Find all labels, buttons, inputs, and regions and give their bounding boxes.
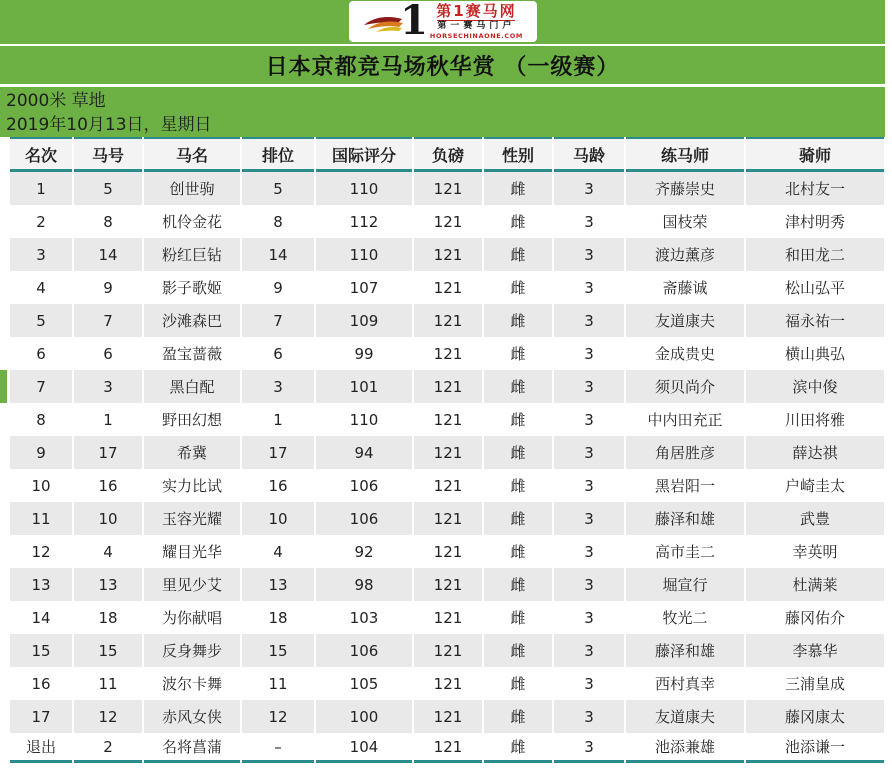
cell-jockey: 三浦皇成 xyxy=(746,667,884,700)
cell-rank: 9 xyxy=(10,436,72,469)
cell-horse-number: 13 xyxy=(74,568,142,601)
cell-intl-rating: 110 xyxy=(316,403,412,436)
cell-draw: 12 xyxy=(242,700,314,733)
cell-horse-number: 8 xyxy=(74,205,142,238)
cell-sex: 雌 xyxy=(484,370,552,403)
site-logo xyxy=(349,1,537,42)
cell-horse-name: 粉红巨钻 xyxy=(144,238,240,271)
cell-trainer: 国枝荣 xyxy=(626,205,744,238)
cell-rank: 7 xyxy=(10,370,72,403)
cell-rank: 15 xyxy=(10,634,72,667)
cell-sex: 雌 xyxy=(484,667,552,700)
cell-intl-rating: 100 xyxy=(316,700,412,733)
table-row xyxy=(10,271,884,304)
race-title: 日本京都竞马场秋华赏 （一级赛） xyxy=(265,54,620,80)
cell-jockey: 李慕华 xyxy=(746,634,884,667)
cell-rank: 16 xyxy=(10,667,72,700)
table-row xyxy=(10,436,884,469)
cell-jockey: 和田龙二 xyxy=(746,238,884,271)
cell-rank: 3 xyxy=(10,238,72,271)
cell-horse-name: 希冀 xyxy=(144,436,240,469)
col-header-draw: 排位 xyxy=(242,137,314,172)
logo-text-block xyxy=(429,1,523,40)
cell-trainer: 牧光二 xyxy=(626,601,744,634)
results-table xyxy=(8,137,886,763)
cell-intl-rating: 107 xyxy=(316,271,412,304)
cell-horse-name: 玉容光耀 xyxy=(144,502,240,535)
cell-weight: 121 xyxy=(414,436,482,469)
cell-trainer: 中内田充正 xyxy=(626,403,744,436)
cell-rank: 退出 xyxy=(10,733,72,763)
cell-intl-rating: 98 xyxy=(316,568,412,601)
col-header-jockey: 骑师 xyxy=(746,137,884,172)
cell-sex: 雌 xyxy=(484,304,552,337)
col-header-horse-name: 马名 xyxy=(144,137,240,172)
cell-draw: 3 xyxy=(242,370,314,403)
table-row xyxy=(10,403,884,436)
cell-age: 3 xyxy=(554,667,624,700)
cell-draw: 10 xyxy=(242,502,314,535)
cell-sex: 雌 xyxy=(484,172,552,205)
cell-age: 3 xyxy=(554,535,624,568)
cell-draw: 5 xyxy=(242,172,314,205)
cell-horse-number: 7 xyxy=(74,304,142,337)
cell-horse-number: 6 xyxy=(74,337,142,370)
race-distance-surface: 2000米 草地 xyxy=(6,91,106,111)
col-header-weight: 负磅 xyxy=(414,137,482,172)
cell-sex: 雌 xyxy=(484,337,552,370)
cell-horse-name: 黑白配 xyxy=(144,370,240,403)
cell-age: 3 xyxy=(554,205,624,238)
col-header-sex: 性别 xyxy=(484,137,552,172)
horse-head-swoosh-icon xyxy=(362,9,406,35)
table-row xyxy=(10,337,884,370)
cell-horse-name: 名将菖蒲 xyxy=(144,733,240,763)
cell-trainer: 黑岩阳一 xyxy=(626,469,744,502)
cell-horse-name: 沙滩森巴 xyxy=(144,304,240,337)
cell-draw: 18 xyxy=(242,601,314,634)
cell-weight: 121 xyxy=(414,634,482,667)
cell-age: 3 xyxy=(554,304,624,337)
cell-sex: 雌 xyxy=(484,733,552,763)
cell-draw: 11 xyxy=(242,667,314,700)
cell-jockey: 松山弘平 xyxy=(746,271,884,304)
table-row xyxy=(10,700,884,733)
table-row xyxy=(10,238,884,271)
cell-intl-rating: 110 xyxy=(316,172,412,205)
cell-horse-number: 14 xyxy=(74,238,142,271)
cell-horse-number: 2 xyxy=(74,733,142,763)
cell-draw: 8 xyxy=(242,205,314,238)
cell-draw: 9 xyxy=(242,271,314,304)
cell-intl-rating: 92 xyxy=(316,535,412,568)
race-info-band xyxy=(0,87,885,137)
cell-horse-name: 赤风女侠 xyxy=(144,700,240,733)
logo-subtitle: 第一赛马门户 xyxy=(437,21,516,32)
table-row xyxy=(10,733,884,763)
cell-trainer: 斋藤诚 xyxy=(626,271,744,304)
cell-horse-name: 里见少艾 xyxy=(144,568,240,601)
table-row xyxy=(10,172,884,205)
cell-draw: – xyxy=(242,733,314,763)
cell-age: 3 xyxy=(554,634,624,667)
cell-trainer: 藤泽和雄 xyxy=(626,502,744,535)
cell-trainer: 藤泽和雄 xyxy=(626,634,744,667)
cell-trainer: 渡边薰彦 xyxy=(626,238,744,271)
table-row xyxy=(10,205,884,238)
cell-rank: 4 xyxy=(10,271,72,304)
cell-jockey: 池添谦一 xyxy=(746,733,884,763)
cell-sex: 雌 xyxy=(484,502,552,535)
cell-horse-number: 4 xyxy=(74,535,142,568)
cell-age: 3 xyxy=(554,469,624,502)
cell-age: 3 xyxy=(554,403,624,436)
cell-rank: 1 xyxy=(10,172,72,205)
cell-sex: 雌 xyxy=(484,403,552,436)
cell-horse-number: 10 xyxy=(74,502,142,535)
cell-age: 3 xyxy=(554,238,624,271)
cell-intl-rating: 106 xyxy=(316,502,412,535)
cell-sex: 雌 xyxy=(484,271,552,304)
cell-jockey: 户崎圭太 xyxy=(746,469,884,502)
cell-sex: 雌 xyxy=(484,634,552,667)
cell-trainer: 友道康夫 xyxy=(626,700,744,733)
table-row xyxy=(10,535,884,568)
cell-intl-rating: 109 xyxy=(316,304,412,337)
cell-jockey: 横山典弘 xyxy=(746,337,884,370)
col-header-trainer: 练马师 xyxy=(626,137,744,172)
cell-age: 3 xyxy=(554,271,624,304)
cell-trainer: 须贝尚介 xyxy=(626,370,744,403)
cell-weight: 121 xyxy=(414,238,482,271)
cell-weight: 121 xyxy=(414,733,482,763)
cell-intl-rating: 103 xyxy=(316,601,412,634)
cell-horse-name: 实力比试 xyxy=(144,469,240,502)
race-title-band xyxy=(0,46,885,84)
cell-weight: 121 xyxy=(414,205,482,238)
cell-horse-number: 3 xyxy=(74,370,142,403)
cell-sex: 雌 xyxy=(484,238,552,271)
cell-trainer: 堀宣行 xyxy=(626,568,744,601)
table-header-row xyxy=(10,137,884,172)
cell-horse-number: 15 xyxy=(74,634,142,667)
cell-trainer: 池添兼雄 xyxy=(626,733,744,763)
cell-age: 3 xyxy=(554,502,624,535)
cell-draw: 1 xyxy=(242,403,314,436)
table-row xyxy=(10,634,884,667)
cell-draw: 4 xyxy=(242,535,314,568)
cell-horse-number: 5 xyxy=(74,172,142,205)
cell-rank: 14 xyxy=(10,601,72,634)
cell-weight: 121 xyxy=(414,700,482,733)
cell-draw: 7 xyxy=(242,304,314,337)
cell-draw: 6 xyxy=(242,337,314,370)
cell-jockey: 藤冈康太 xyxy=(746,700,884,733)
cell-sex: 雌 xyxy=(484,205,552,238)
cell-draw: 14 xyxy=(242,238,314,271)
table-row xyxy=(10,568,884,601)
cell-age: 3 xyxy=(554,436,624,469)
cell-horse-name: 影子歌姬 xyxy=(144,271,240,304)
cell-age: 3 xyxy=(554,700,624,733)
cell-weight: 121 xyxy=(414,271,482,304)
cell-rank: 2 xyxy=(10,205,72,238)
row-highlight-marker xyxy=(0,370,7,403)
cell-intl-rating: 106 xyxy=(316,469,412,502)
cell-age: 3 xyxy=(554,172,624,205)
cell-sex: 雌 xyxy=(484,535,552,568)
table-row xyxy=(10,502,884,535)
table-row xyxy=(10,601,884,634)
cell-horse-number: 17 xyxy=(74,436,142,469)
cell-rank: 13 xyxy=(10,568,72,601)
results-tbody xyxy=(10,172,884,763)
cell-intl-rating: 104 xyxy=(316,733,412,763)
cell-jockey: 津村明秀 xyxy=(746,205,884,238)
cell-sex: 雌 xyxy=(484,469,552,502)
cell-horse-number: 1 xyxy=(74,403,142,436)
cell-jockey: 杜满莱 xyxy=(746,568,884,601)
cell-weight: 121 xyxy=(414,601,482,634)
cell-rank: 6 xyxy=(10,337,72,370)
cell-jockey: 滨中俊 xyxy=(746,370,884,403)
cell-rank: 5 xyxy=(10,304,72,337)
logo-domain: HORSECHINAONE.COM xyxy=(429,31,523,40)
cell-horse-name: 波尔卡舞 xyxy=(144,667,240,700)
col-header-rank: 名次 xyxy=(10,137,72,172)
cell-draw: 13 xyxy=(242,568,314,601)
cell-horse-number: 12 xyxy=(74,700,142,733)
cell-rank: 17 xyxy=(10,700,72,733)
logo-title: 第1赛马网 xyxy=(436,1,517,20)
cell-intl-rating: 105 xyxy=(316,667,412,700)
cell-intl-rating: 94 xyxy=(316,436,412,469)
cell-intl-rating: 110 xyxy=(316,238,412,271)
cell-horse-name: 机伶金花 xyxy=(144,205,240,238)
cell-horse-number: 16 xyxy=(74,469,142,502)
cell-jockey: 武豊 xyxy=(746,502,884,535)
cell-sex: 雌 xyxy=(484,568,552,601)
cell-horse-name: 创世驹 xyxy=(144,172,240,205)
cell-rank: 11 xyxy=(10,502,72,535)
results-table-wrap xyxy=(0,137,892,763)
cell-trainer: 齐藤崇史 xyxy=(626,172,744,205)
cell-draw: 15 xyxy=(242,634,314,667)
cell-weight: 121 xyxy=(414,370,482,403)
cell-weight: 121 xyxy=(414,403,482,436)
cell-rank: 8 xyxy=(10,403,72,436)
cell-age: 3 xyxy=(554,601,624,634)
cell-trainer: 友道康夫 xyxy=(626,304,744,337)
cell-draw: 17 xyxy=(242,436,314,469)
cell-age: 3 xyxy=(554,370,624,403)
cell-horse-name: 野田幻想 xyxy=(144,403,240,436)
col-header-intl-rating: 国际评分 xyxy=(316,137,412,172)
cell-jockey: 幸英明 xyxy=(746,535,884,568)
cell-age: 3 xyxy=(554,337,624,370)
cell-horse-name: 为你献唱 xyxy=(144,601,240,634)
cell-weight: 121 xyxy=(414,337,482,370)
cell-rank: 12 xyxy=(10,535,72,568)
table-row xyxy=(10,304,884,337)
cell-trainer: 金成贵史 xyxy=(626,337,744,370)
cell-trainer: 角居胜彦 xyxy=(626,436,744,469)
cell-intl-rating: 106 xyxy=(316,634,412,667)
cell-age: 3 xyxy=(554,733,624,763)
cell-intl-rating: 112 xyxy=(316,205,412,238)
cell-intl-rating: 99 xyxy=(316,337,412,370)
cell-horse-name: 耀目光华 xyxy=(144,535,240,568)
cell-horse-number: 9 xyxy=(74,271,142,304)
cell-weight: 121 xyxy=(414,469,482,502)
cell-horse-number: 11 xyxy=(74,667,142,700)
cell-trainer: 西村真幸 xyxy=(626,667,744,700)
cell-horse-name: 盈宝蔷薇 xyxy=(144,337,240,370)
cell-weight: 121 xyxy=(414,304,482,337)
cell-horse-number: 18 xyxy=(74,601,142,634)
cell-age: 3 xyxy=(554,568,624,601)
cell-sex: 雌 xyxy=(484,700,552,733)
cell-draw: 16 xyxy=(242,469,314,502)
cell-jockey: 福永祐一 xyxy=(746,304,884,337)
table-row xyxy=(10,667,884,700)
cell-weight: 121 xyxy=(414,535,482,568)
cell-intl-rating: 101 xyxy=(316,370,412,403)
cell-weight: 121 xyxy=(414,568,482,601)
cell-jockey: 川田将雅 xyxy=(746,403,884,436)
cell-horse-name: 反身舞步 xyxy=(144,634,240,667)
top-banner xyxy=(0,0,885,44)
table-row xyxy=(10,370,884,403)
cell-sex: 雌 xyxy=(484,436,552,469)
table-row xyxy=(10,469,884,502)
col-header-horse-number: 马号 xyxy=(74,137,142,172)
cell-weight: 121 xyxy=(414,667,482,700)
cell-jockey: 藤冈佑介 xyxy=(746,601,884,634)
cell-sex: 雌 xyxy=(484,601,552,634)
race-date: 2019年10月13日，星期日 xyxy=(6,115,212,135)
cell-rank: 10 xyxy=(10,469,72,502)
logo-number-one: 1 xyxy=(400,0,428,44)
cell-weight: 121 xyxy=(414,172,482,205)
cell-jockey: 北村友一 xyxy=(746,172,884,205)
cell-weight: 121 xyxy=(414,502,482,535)
col-header-age: 马龄 xyxy=(554,137,624,172)
cell-trainer: 高市圭二 xyxy=(626,535,744,568)
cell-jockey: 薛达祺 xyxy=(746,436,884,469)
